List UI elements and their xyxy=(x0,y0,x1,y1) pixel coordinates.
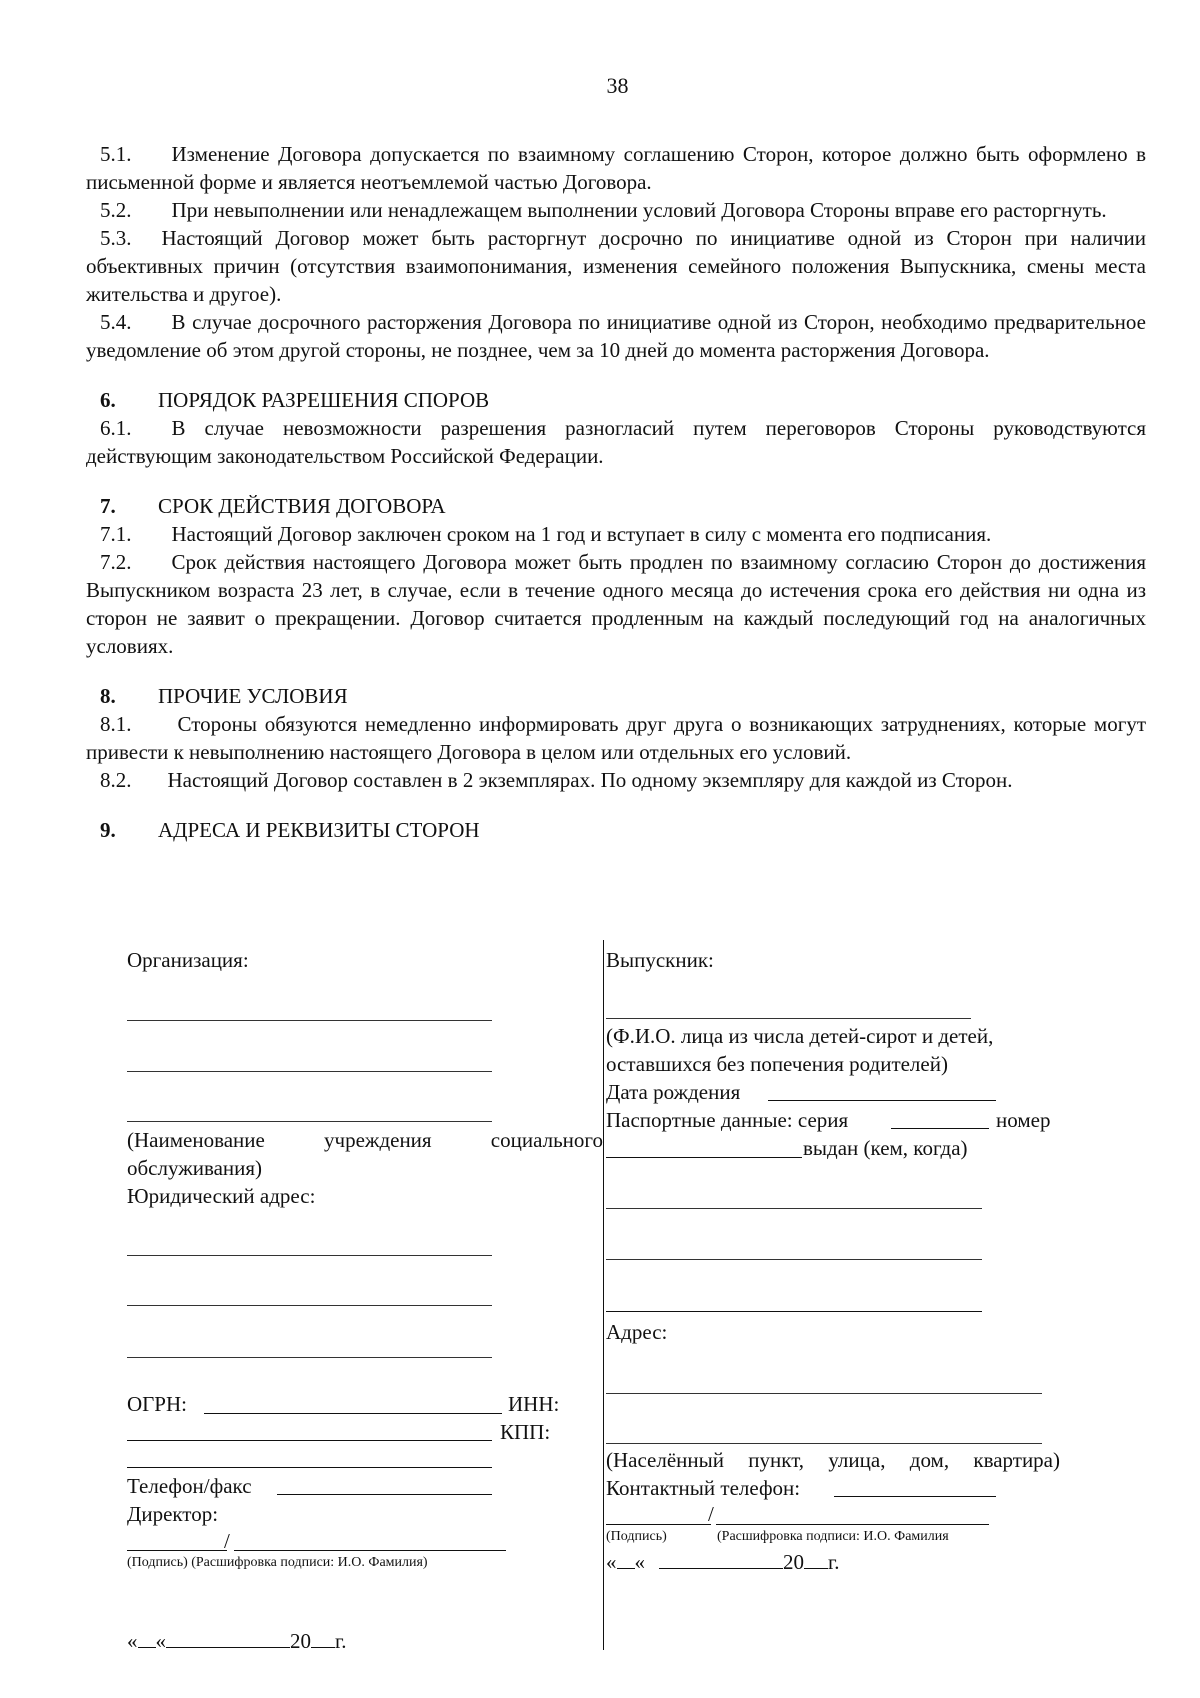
graduate-signature-field[interactable] xyxy=(606,1524,711,1525)
legal-address-line-3[interactable] xyxy=(127,1357,492,1358)
ogrn-label: ОГРН: xyxy=(127,1392,187,1416)
date-year-field[interactable] xyxy=(804,1548,828,1569)
passport-series-field[interactable] xyxy=(891,1128,989,1129)
passport-series-label: Паспортные данные: серия xyxy=(606,1108,849,1132)
clause-number: 5.1. xyxy=(100,142,132,166)
legal-address-line-1[interactable] xyxy=(127,1255,492,1256)
section-title: СРОК ДЕЙСТВИЯ ДОГОВОРА xyxy=(158,494,446,518)
graduate-name-field[interactable] xyxy=(606,1018,971,1019)
clause-number: 7.1. xyxy=(100,522,132,546)
clause-7-2 xyxy=(86,548,1146,660)
clause-text: При невыполнении или ненадлежащем выполнении условий Договора Стороны вправе его расторгнуть. xyxy=(171,198,1107,222)
clause-number: 5.4. xyxy=(100,310,132,334)
org-name-line-2[interactable] xyxy=(127,1071,492,1072)
address-line-1[interactable] xyxy=(606,1393,1042,1394)
date-year-prefix: 20 xyxy=(783,1550,804,1574)
date-day-field[interactable] xyxy=(617,1548,635,1569)
clause-number: 6.1. xyxy=(100,416,132,440)
phone-fax-label: Телефон/факс xyxy=(127,1474,252,1498)
issued-by-line-2[interactable] xyxy=(606,1259,982,1260)
phone-fax-field[interactable] xyxy=(277,1494,492,1495)
ogrn-field[interactable] xyxy=(204,1413,502,1414)
clause-number: 8.2. xyxy=(100,768,132,792)
org-name-hint-cont: обслуживания) xyxy=(127,1156,263,1180)
clause-5-3 xyxy=(86,224,1146,308)
graduate-name-sign-field[interactable] xyxy=(716,1524,989,1525)
org-name-line-1[interactable] xyxy=(127,1020,492,1021)
signature-hint: (Подпись) (Расшифровка подписи: И.О. Фамилия) xyxy=(127,1555,428,1570)
issued-by-label: выдан (кем, когда) xyxy=(803,1136,968,1160)
date-month-field[interactable] xyxy=(166,1627,290,1648)
section-title: ПОРЯДОК РАЗРЕШЕНИЯ СПОРОВ xyxy=(158,388,490,412)
clause-5-1 xyxy=(86,140,1146,196)
signature-slash: / xyxy=(708,1502,714,1526)
clause-7-1 xyxy=(86,520,1146,548)
quote-open: « xyxy=(127,1629,138,1653)
quote-close: « xyxy=(634,1550,645,1574)
legal-address-line-2[interactable] xyxy=(127,1305,492,1306)
inn-label: ИНН: xyxy=(508,1392,560,1416)
clause-number: 5.2. xyxy=(100,198,132,222)
contact-phone-label: Контактный телефон: xyxy=(606,1476,801,1500)
date-month-field[interactable] xyxy=(659,1548,783,1569)
clause-text: Изменение Договора допускается по взаимному соглашению Сторон, которое должно быть оформлено в письменной форме и является неотъемлемой частью Договора. xyxy=(86,142,1146,194)
clause-6-1 xyxy=(86,414,1146,470)
clause-text: Срок действия настоящего Договора может быть продлен по взаимному согласию Сторон до достижения Выпускником возраста 23 лет, в случае, если в течение одного месяца до истечения срока его действия ни одна из сторон не заявит о прекращении. Договор считается продленным на каждый последующий год на аналогичных условиях. xyxy=(86,550,1146,658)
issued-by-line-1[interactable] xyxy=(606,1208,982,1209)
issued-by-line-3[interactable] xyxy=(606,1311,982,1312)
clause-5-2 xyxy=(86,196,1146,224)
section-6-heading xyxy=(86,386,1146,414)
fio-hint-2: оставшихся без попечения родителей) xyxy=(606,1052,948,1076)
inn-field[interactable] xyxy=(127,1440,492,1441)
clause-5-4 xyxy=(86,308,1146,364)
org-name-hint: (Наименование учреждения социального xyxy=(127,1128,603,1152)
section-number: 8. xyxy=(100,684,116,708)
page-number: 38 xyxy=(606,73,629,98)
section-number: 7. xyxy=(100,494,116,518)
year-suffix: г. xyxy=(828,1550,840,1574)
clause-text: Стороны обязуются немедленно информировать друг друга о возникающих затруднениях, которые могут привести к невыполнению настоящего Договора в целом или отдельных его условий. xyxy=(86,712,1146,764)
date-year-field[interactable] xyxy=(311,1627,335,1648)
clause-8-2 xyxy=(86,766,1146,794)
section-8-heading xyxy=(86,682,1146,710)
section-7-heading xyxy=(86,492,1146,520)
graduate-label: Выпускник: xyxy=(606,948,714,972)
director-name-field[interactable] xyxy=(234,1550,506,1551)
org-label: Организация: xyxy=(127,948,249,972)
legal-address-label: Юридический адрес: xyxy=(127,1184,316,1208)
address-line-2[interactable] xyxy=(606,1443,1042,1444)
clause-text: Настоящий Договор заключен сроком на 1 год и вступает в силу с момента его подписания. xyxy=(171,522,992,546)
clause-number: 7.2. xyxy=(100,550,132,574)
section-9-heading xyxy=(86,816,1146,844)
fio-hint-1: (Ф.И.О. лица из числа детей-сирот и детей, xyxy=(606,1024,994,1048)
contract-body xyxy=(86,140,1146,844)
address-hint: (Населённый пункт, улица, дом, квартира) xyxy=(606,1448,1060,1472)
section-title: АДРЕСА И РЕКВИЗИТЫ СТОРОН xyxy=(158,818,480,842)
clause-number: 8.1. xyxy=(100,712,132,736)
passport-number-field[interactable] xyxy=(606,1157,802,1158)
quote-close: « xyxy=(155,1629,166,1653)
director-signature-field[interactable] xyxy=(127,1550,227,1551)
clause-text: В случае досрочного расторжения Договора по инициативе одной из Сторон, необходимо предварительное уведомление об этом другой стороны, не позднее, чем за 10 дней до момента расторжения Договора. xyxy=(86,310,1146,362)
quote-open: « xyxy=(606,1550,617,1574)
clause-text: В случае невозможности разрешения разногласий путем переговоров Стороны руководствуются действующим законодательством Российской Федерации. xyxy=(86,416,1146,468)
signature-slash: / xyxy=(224,1529,230,1553)
address-label: Адрес: xyxy=(606,1320,668,1344)
date-day-field[interactable] xyxy=(138,1627,156,1648)
date-year-prefix: 20 xyxy=(290,1629,311,1653)
signature-hint-b: (Расшифровка подписи: И.О. Фамилия xyxy=(717,1529,949,1544)
kpp-label: КПП: xyxy=(500,1420,551,1444)
clause-text: Настоящий Договор составлен в 2 экземплярах. По одному экземпляру для каждой из Сторон. xyxy=(167,768,1013,792)
year-suffix: г. xyxy=(335,1629,347,1653)
contact-phone-field[interactable] xyxy=(834,1496,996,1497)
director-label: Директор: xyxy=(127,1502,219,1526)
section-number: 9. xyxy=(100,818,116,842)
clause-text: Настоящий Договор может быть расторгнут досрочно по инициативе одной из Сторон при наличии объективных причин (отсутствия взаимопонимания, изменения семейного положения Выпускника, смены места жительства и другое). xyxy=(86,226,1146,306)
clause-number: 5.3. xyxy=(100,226,132,250)
date-field-left xyxy=(127,1627,347,1655)
clause-8-1 xyxy=(86,710,1146,766)
birth-date-field[interactable] xyxy=(768,1100,996,1101)
birth-date-label: Дата рождения xyxy=(606,1080,741,1104)
section-title: ПРОЧИЕ УСЛОВИЯ xyxy=(158,684,348,708)
passport-number-label: номер xyxy=(996,1108,1051,1132)
signature-hint-a: (Подпись) xyxy=(606,1529,667,1544)
kpp-field[interactable] xyxy=(127,1467,492,1468)
date-field-right xyxy=(606,1548,840,1576)
column-divider xyxy=(603,940,604,1650)
section-number: 6. xyxy=(100,388,116,412)
org-name-line-3[interactable] xyxy=(127,1121,492,1122)
